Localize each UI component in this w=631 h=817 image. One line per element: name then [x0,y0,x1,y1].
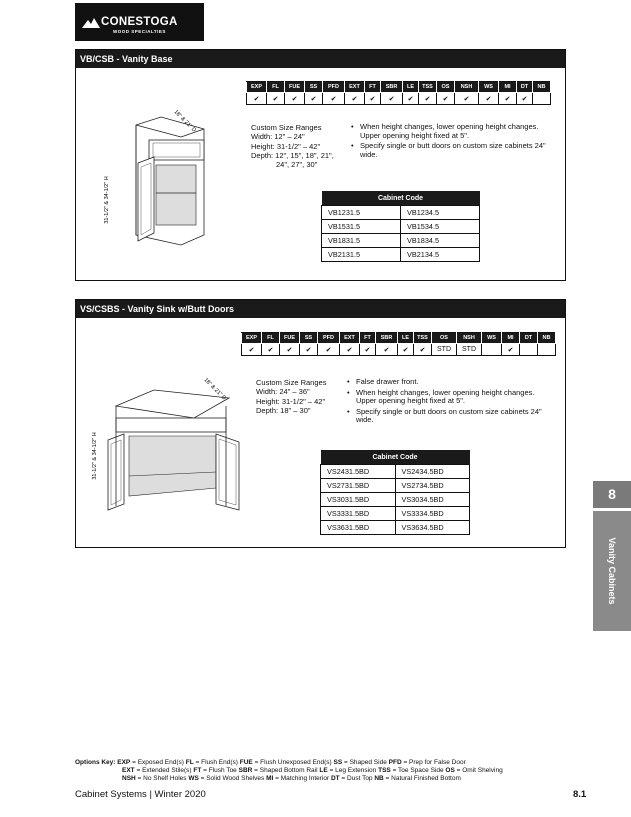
key-code: NSH [122,775,136,782]
key-code: OS [445,767,455,774]
notes-list [347,378,547,427]
option-header-exp: EXP [247,82,267,93]
option-header-ext: EXT [345,82,365,93]
depth-label: 18" & 21" D [172,109,197,134]
option-value-fue: ✔ [285,93,305,105]
vanity-sink-diagram [84,376,244,516]
option-value-ws [482,344,502,356]
cabinet-code: VB1831.5 [322,234,401,248]
spec-line: Custom Size Ranges [256,378,327,387]
option-header-le: LE [398,333,414,344]
code-row [321,465,470,479]
options-value-row [242,344,556,356]
option-value-ext: ✔ [340,344,360,356]
key-code: DT [330,775,340,782]
options-key: Options Key: EXP = Exposed End(s) FL = Flush End(s) FUE = Flush Unexposed End(s) SS = Shaped Side PFD = Prep for False Door EXT = Extended Stile(s) FT = Flush Toe SBR = Shaped Bottom Rail LE = Leg Extension TSS = Toe Space Side OS = Omit Shelving NSH = No Shelf Holes WS = Solid Wood Shelves MI = Matching Interior DT = Dust Top NB = Natural Finished Bottom [75,759,503,782]
code-row [322,248,480,262]
option-header-nsh: NSH [457,333,482,344]
option-header-mi: MI [499,82,517,93]
option-header-ss: SS [305,82,323,93]
option-header-os: OS [432,333,457,344]
spec-line: Height: 31-1/2" – 42" [251,141,321,151]
option-value-le: ✔ [403,93,419,105]
option-value-sbr: ✔ [381,93,403,105]
option-value-nb [533,93,551,105]
option-header-exp: EXP [242,333,262,344]
spec-line: Depth: 12", 15", 18", 21", [251,150,334,160]
key-code: MI [266,775,274,782]
option-value-os: STD [432,344,457,356]
option-header-nb: NB [538,333,556,344]
key-code: FUE [239,759,253,766]
option-header-nsh: NSH [455,82,479,93]
option-value-ss: ✔ [300,344,318,356]
option-header-ws: WS [479,82,499,93]
option-header-pfd: PFD [318,333,340,344]
option-value-fl: ✔ [267,93,285,105]
height-label: 31-1/2" & 34-1/2" H [104,176,110,224]
key-code: EXP [117,759,131,766]
option-header-ext: EXT [340,333,360,344]
option-header-fue: FUE [285,82,305,93]
key-code: WS [188,775,199,782]
chapter-tab-label: Vanity Cabinets [593,511,631,631]
option-header-ss: SS [300,333,318,344]
spec-line: Width: 12" – 24" [251,132,305,142]
spec-line: Custom Size Ranges [251,123,322,132]
option-header-nb: NB [533,82,551,93]
cabinet-code: VS3634.5BD [395,521,470,535]
key-code: SBR [238,767,253,774]
cabinet-code: VB1531.5 [322,220,401,234]
mountain-logo-icon [82,18,100,28]
option-value-exp: ✔ [242,344,262,356]
cabinet-code-header: Cabinet Code [322,191,480,206]
option-value-pfd: ✔ [323,93,345,105]
cabinet-code: VB1834.5 [401,234,480,248]
section-title: VS/CSBS - Vanity Sink w/Butt Doors [76,300,565,318]
options-key-label: Options Key: [75,759,116,766]
key-code: EXT [122,767,135,774]
option-value-ext: ✔ [345,93,365,105]
option-header-pfd: PFD [323,82,345,93]
cabinet-code-header: Cabinet Code [321,450,470,465]
option-value-nb [538,344,556,356]
code-row [321,521,470,535]
cabinet-code: VS3031.5BD [321,493,396,507]
option-value-pfd: ✔ [318,344,340,356]
code-row [322,234,480,248]
logo-subtitle: WOOD SPECIALTIES [113,29,166,34]
option-value-ft: ✔ [360,344,376,356]
spec-line: Height: 31-1/2" – 42" [256,396,326,406]
option-header-tss: TSS [419,82,437,93]
option-header-ws: WS [482,333,502,344]
option-value-nsh: STD [457,344,482,356]
cabinet-code-table [321,191,480,262]
option-header-fl: FL [267,82,285,93]
section-vanity-base [75,49,566,281]
cabinet-code: VS3334.5BD [395,507,470,521]
spec-line: 24", 27", 30" [276,160,318,170]
option-header-ft: FT [365,82,381,93]
code-row [321,493,470,507]
cabinet-code: VS3331.5BD [321,507,396,521]
cabinet-code: VS2734.5BD [395,479,470,493]
options-table [241,332,556,356]
cabinet-code: VB1534.5 [401,220,480,234]
option-value-le: ✔ [398,344,414,356]
code-row [321,507,470,521]
option-header-dt: DT [520,333,538,344]
option-header-fue: FUE [280,333,300,344]
option-value-ss: ✔ [305,93,323,105]
cabinet-code: VB1234.5 [401,206,480,220]
option-header-le: LE [403,82,419,93]
key-code: TSS [378,767,391,774]
key-code: NB [374,775,384,782]
note-item: • False drawer front. [347,377,419,386]
key-code: FT [193,767,202,774]
key-code: LE [319,767,328,774]
option-header-sbr: SBR [381,82,403,93]
notes-list [351,123,551,161]
code-row [322,206,480,220]
vanity-base-diagram [86,105,206,250]
custom-size-ranges [256,378,326,415]
option-value-tss: ✔ [414,344,432,356]
option-value-mi: ✔ [499,93,517,105]
cabinet-code: VB1231.5 [322,206,401,220]
section-title: VB/CSB - Vanity Base [76,50,565,68]
note-item: • Specify single or butt doors on custom size cabinets 24" wide. [351,141,546,159]
option-header-dt: DT [517,82,533,93]
logo-name: CONESTOGA [101,16,178,28]
cabinet-code: VS2431.5BD [321,465,396,479]
option-value-tss: ✔ [419,93,437,105]
option-value-fl: ✔ [262,344,280,356]
options-value-row [247,93,551,105]
option-header-mi: MI [502,333,520,344]
spec-line: Depth: 18" – 30" [256,405,311,415]
key-code: FL [185,759,194,766]
cabinet-code: VB2134.5 [401,248,480,262]
custom-size-ranges [251,123,334,169]
option-value-nsh: ✔ [455,93,479,105]
code-row [321,479,470,493]
section-vanity-sink [75,299,566,548]
option-value-ft: ✔ [365,93,381,105]
spec-line: Width: 24" – 36" [256,387,310,397]
cabinet-code: VS3631.5BD [321,521,396,535]
note-item: • When height changes, lower opening height changes. Upper opening height fixed at 5". [347,387,535,405]
conestoga-logo [75,3,204,41]
note-item: • When height changes, lower opening height changes. Upper opening height fixed at 5". [351,122,539,140]
height-label: 31-1/2" & 34-1/2" H [92,432,98,480]
cabinet-code: VS3034.5BD [395,493,470,507]
option-header-fl: FL [262,333,280,344]
option-value-ws: ✔ [479,93,499,105]
options-table [246,81,551,105]
key-code: SS [333,759,343,766]
options-header-row [247,82,551,93]
option-value-mi: ✔ [502,344,520,356]
note-item: • Specify single or butt doors on custom size cabinets 24" wide. [347,406,542,424]
option-header-ft: FT [360,333,376,344]
option-value-os: ✔ [437,93,455,105]
cabinet-code: VB2131.5 [322,248,401,262]
option-header-tss: TSS [414,333,432,344]
key-code: PFD [388,759,402,766]
option-value-fue: ✔ [280,344,300,356]
option-header-os: OS [437,82,455,93]
option-header-sbr: SBR [376,333,398,344]
option-value-sbr: ✔ [376,344,398,356]
options-header-row [242,333,556,344]
page-number: 8.1 [573,789,587,800]
option-value-exp: ✔ [247,93,267,105]
cabinet-code: VS2731.5BD [321,479,396,493]
code-row [322,220,480,234]
chapter-tab-number: 8 [593,481,631,508]
cabinet-code-table [320,450,470,535]
cabinet-code: VS2434.5BD [395,465,470,479]
depth-label: 18" & 21" D [202,377,227,402]
footer-title: Cabinet Systems | Winter 2020 [75,789,206,800]
option-value-dt: ✔ [517,93,533,105]
option-value-dt [520,344,538,356]
